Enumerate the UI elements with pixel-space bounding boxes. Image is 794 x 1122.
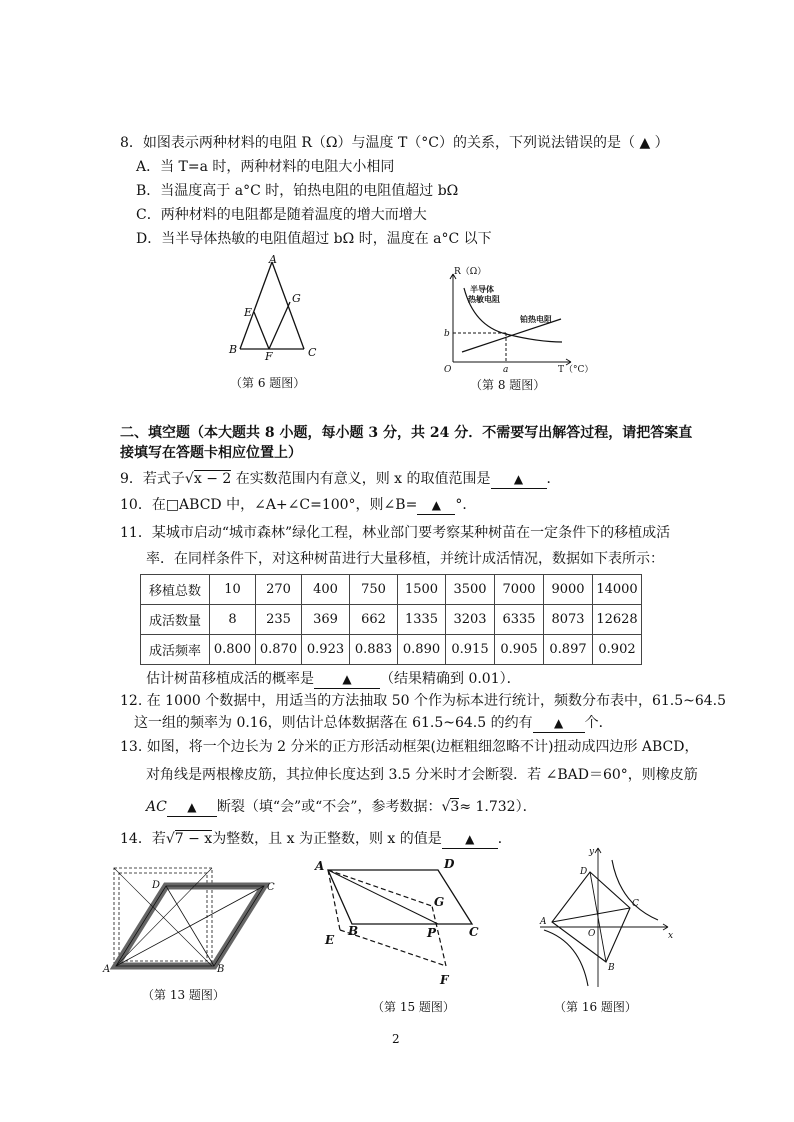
table-cell: 0.800	[210, 635, 256, 665]
q8-option-c: C．两种材料的电阻都是随着温度的增大而增大	[136, 207, 427, 223]
table-cell: 14000	[593, 575, 642, 605]
table-cell: 0.883	[350, 635, 398, 665]
table-cell: 成活频率	[141, 635, 210, 665]
table-cell: 8	[210, 605, 256, 635]
table-cell: 369	[302, 605, 350, 635]
q13-sqrt-number: 3	[450, 799, 460, 815]
fig13-caption: （第 13 题图）	[142, 988, 225, 1002]
fig8-platinum-label: 铂热电阻	[520, 314, 552, 324]
fig8-x-axis-label: T（°C）	[558, 365, 594, 375]
table-cell: 235	[256, 605, 302, 635]
fig8-semi-label-2: 热敏电阻	[468, 294, 500, 304]
q11-after-pre: 估计树苗移植成活的概率是	[146, 671, 314, 687]
table-cell: 750	[350, 575, 398, 605]
q13-line3-post: ≈ 1.732）．	[459, 799, 537, 815]
fig6-segment-ef	[254, 312, 269, 349]
table-cell: 8073	[544, 605, 593, 635]
table-cell: 7000	[495, 575, 544, 605]
figure-8	[436, 264, 596, 376]
q10	[120, 496, 476, 515]
q14	[120, 830, 512, 849]
fig16-label-y: y	[589, 847, 595, 857]
table-cell: 0.902	[593, 635, 642, 665]
fig16-label-a: A	[540, 917, 547, 927]
q8-stem: 8．如图表示两种材料的电阻 R（Ω）与温度 T（°C）的关系，下列说法错误的是（ ▲ ）	[120, 135, 669, 151]
table-row	[141, 575, 642, 605]
fig6-label-a: A	[269, 253, 277, 266]
table-cell: 662	[350, 605, 398, 635]
table-cell: 移植总数	[141, 575, 210, 605]
q11-line2: 率．在同样条件下，对这种树苗进行大量移植，并统计成活情况，数据如下表所示：	[146, 551, 664, 567]
table-cell: 10	[210, 575, 256, 605]
section2-heading-line2: 接填写在答题卡相应位置上）	[120, 445, 302, 461]
fig15-label-e: E	[325, 933, 335, 947]
q13-line3-mid: 断裂（填“会”或“不会”，参考数据：	[216, 799, 442, 815]
fig8-caption: （第 8 题图）	[470, 378, 546, 392]
fig8-b-label: b	[444, 329, 450, 339]
q10-answer-blank: ▲	[417, 496, 455, 515]
fig15-dash-ae	[328, 870, 340, 930]
fig16-label-b: B	[608, 963, 615, 973]
fig16-label-d: D	[580, 867, 588, 877]
fig6-caption: （第 6 题图）	[230, 376, 306, 390]
q11-after	[146, 670, 521, 689]
fig6-label-c: C	[308, 346, 317, 359]
fig6-label-b: B	[229, 343, 238, 356]
table-cell: 0.870	[256, 635, 302, 665]
q9-pre: 9．若式子	[120, 471, 185, 487]
fig13-label-a: A	[103, 964, 111, 975]
fig13-label-b: B	[217, 964, 225, 975]
fig16-label-x: x	[668, 931, 674, 941]
table-cell: 0.897	[544, 635, 593, 665]
fig15-parallelogram	[328, 870, 472, 924]
fig15-label-f: F	[440, 973, 449, 987]
figure-16	[528, 842, 676, 990]
table-row	[141, 605, 642, 635]
page-number: 2	[392, 1032, 400, 1046]
fig16-hyperbola-left	[544, 930, 588, 986]
fig8-semi-label-1: 半导体	[470, 284, 494, 294]
table-cell: 270	[256, 575, 302, 605]
fig13-label-d: D	[152, 880, 161, 891]
q11-answer-blank: ▲	[314, 670, 380, 689]
q12-line1: 12. 在 1000 个数据中，用适当的方法抽取 50 个作为标本进行统计，频数分布表中，61.5~64.5	[120, 693, 727, 709]
fig16-diagonal-ac	[552, 908, 630, 922]
table-cell: 400	[302, 575, 350, 605]
fig13-label-c: C	[267, 882, 275, 893]
table-cell: 3203	[446, 605, 495, 635]
fig15-label-d: D	[444, 857, 455, 871]
q13-line3	[146, 798, 537, 817]
table-cell: 3500	[446, 575, 495, 605]
table-cell: 6335	[495, 605, 544, 635]
fig6-label-f: F	[265, 350, 273, 363]
fig16-hyperbola-right	[612, 860, 658, 920]
q13-line2: 对角线是两根橡皮筋，其拉伸长度达到 3.5 分米时才会断裂．若 ∠BAD＝60°，则橡皮筋	[146, 767, 698, 783]
q12-answer-blank: ▲	[533, 714, 585, 733]
q14-radicand: 7 − x	[174, 831, 213, 847]
q9-sqrt-sign: √	[184, 471, 194, 487]
table-cell: 1335	[398, 605, 446, 635]
fig16-label-o: O	[588, 929, 596, 939]
q14-post: 为整数，且 x 为正整数，则 x 的值是	[212, 831, 442, 847]
figure-15	[310, 852, 500, 992]
fig8-origin: O	[444, 365, 452, 375]
q9-end: ．	[546, 471, 561, 487]
q14-pre: 14．若	[120, 831, 166, 847]
q9	[120, 470, 561, 489]
section2-heading-line1: 二、填空题（本大题共 8 小题，每小题 3 分，共 24 分．不需要写出解答过程，请把答案直	[120, 425, 693, 441]
figure-6	[220, 252, 330, 367]
fig8-a-label: a	[503, 365, 509, 375]
q14-answer-blank: ▲	[442, 830, 498, 849]
q8-option-d: D．当半导体热敏的电阻值超过 bΩ 时，温度在 a°C 以下	[136, 231, 492, 247]
table-cell: 0.905	[495, 635, 544, 665]
table-cell: 9000	[544, 575, 593, 605]
q12-line2-pre: 这一组的频率为 0.16，则估计总体数据落在 61.5~64.5 的约有	[134, 715, 533, 731]
table-row	[141, 635, 642, 665]
fig15-label-g: G	[434, 895, 445, 909]
fig6-label-g: G	[292, 292, 301, 305]
fig15-caption: （第 15 题图）	[372, 1000, 455, 1014]
q12-line2	[134, 714, 613, 733]
q11-line1: 11．某城市启动“城市森林”绿化工程，林业部门要考察某种树苗在一定条件下的移植成活	[120, 525, 671, 541]
q9-radicand: x − 2	[193, 471, 232, 487]
fig15-label-p: P	[427, 926, 437, 940]
q9-answer-blank: ▲	[491, 470, 547, 489]
fig16-label-c: C	[632, 899, 639, 909]
figure-13	[96, 862, 282, 980]
q8-option-a: A．当 T=a 时，两种材料的电阻大小相同	[136, 159, 395, 175]
q13-sqrt-sign: √	[441, 799, 451, 815]
q10-pre: 10．在□ABCD 中，∠A+∠C=100°，则∠B=	[120, 497, 418, 513]
q14-sqrt-sign: √	[165, 831, 175, 847]
table-cell: 0.915	[446, 635, 495, 665]
q10-end: °．	[455, 497, 477, 513]
table-cell: 0.923	[302, 635, 350, 665]
q12-line2-post: 个．	[584, 715, 613, 731]
fig6-segment-fg	[269, 302, 290, 349]
q9-post: 在实数范围内有意义，则 x 的取值范围是	[231, 471, 491, 487]
q13-line1: 13. 如图，将一个边长为 2 分米的正方形活动框架(边框粗细忽略不计)扭动成四边形 ABCD，	[120, 739, 699, 755]
fig15-label-a: A	[315, 859, 325, 873]
fig15-label-b: B	[348, 924, 359, 938]
fig16-caption: （第 16 题图）	[554, 1000, 637, 1014]
table-cell: 成活数量	[141, 605, 210, 635]
q13-line3-pre: AC	[146, 799, 167, 815]
table-cell: 1500	[398, 575, 446, 605]
q11-after-post: （结果精确到 0.01）．	[380, 671, 521, 687]
fig8-y-axis-label: R（Ω）	[454, 267, 487, 277]
fig15-label-c: C	[469, 925, 479, 939]
q14-end: ．	[497, 831, 512, 847]
q11-data-table	[140, 574, 642, 665]
fig6-label-e: E	[244, 306, 253, 319]
fig15-dash-ag	[328, 870, 432, 906]
fig15-diagonal-ac	[328, 870, 438, 924]
q13-answer-blank: ▲	[167, 798, 217, 817]
table-cell: 0.890	[398, 635, 446, 665]
table-cell: 12628	[593, 605, 642, 635]
q8-option-b: B．当温度高于 a°C 时，铂热电阻的电阻值超过 bΩ	[136, 183, 459, 199]
fig16-quadrilateral	[552, 872, 630, 962]
